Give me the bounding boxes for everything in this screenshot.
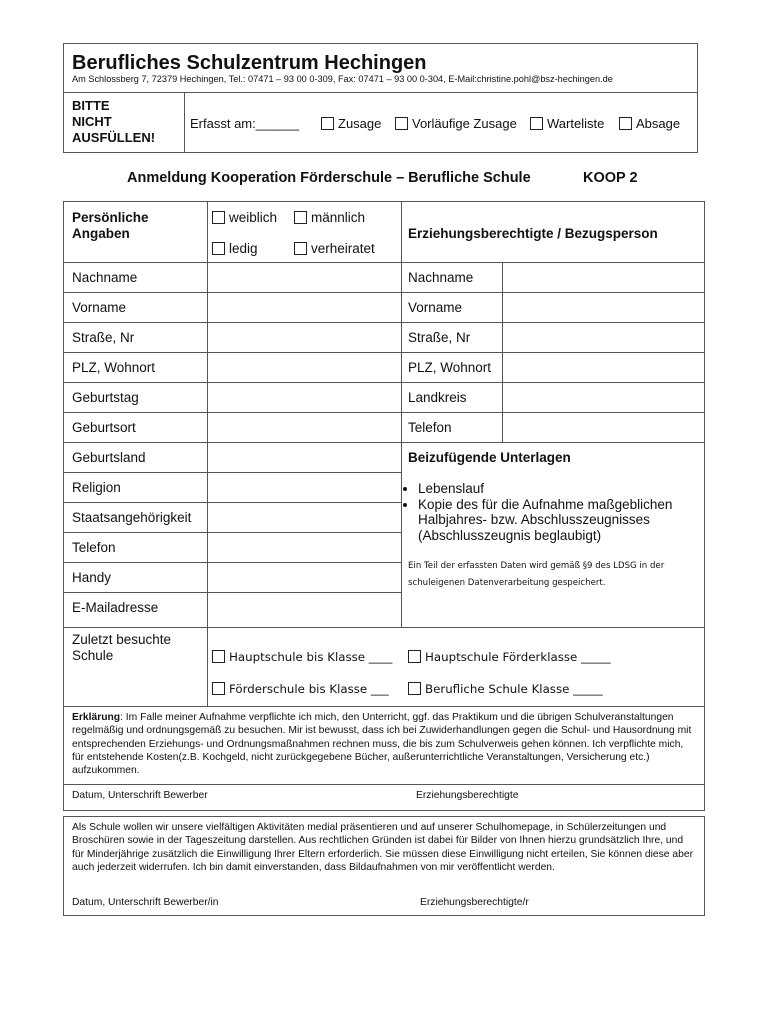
option-warteliste[interactable]: Warteliste <box>530 116 604 131</box>
field-geburtstag: Geburtstag <box>72 390 139 405</box>
guardian-input-plz-wohnort[interactable] <box>503 353 703 382</box>
media-consent-box <box>63 816 705 916</box>
checkbox[interactable] <box>408 682 421 695</box>
option-hauptschule-foerderklasse[interactable]: Hauptschule Förderklasse _____ <box>408 650 611 664</box>
guardian-input-strasse[interactable] <box>503 323 703 352</box>
option-berufliche-schule-klasse[interactable]: Berufliche Schule Klasse _____ <box>408 682 603 696</box>
form-code: KOOP 2 <box>583 170 638 186</box>
checkbox[interactable] <box>619 117 632 130</box>
checkbox[interactable] <box>395 117 408 130</box>
ldsg-note: Ein Teil der erfassten Daten wird gemäß §9 des LDSG in der schuleigenen Datenverarbeitung gespeichert. <box>408 561 665 588</box>
guardian-field-plz-wohnort: PLZ, Wohnort <box>408 360 492 375</box>
input-geburtsort[interactable] <box>208 413 401 442</box>
checkbox[interactable] <box>212 211 225 224</box>
checkbox[interactable] <box>530 117 543 130</box>
option-vorlaeufige-zusage[interactable]: Vorläufige Zusage <box>395 116 517 131</box>
do-not-fill-note: BITTE NICHT AUSFÜLLEN! <box>72 98 156 145</box>
last-school-label: Zuletzt besuchte Schule <box>72 632 172 663</box>
guardian-field-nachname: Nachname <box>408 270 474 285</box>
option-zusage[interactable]: Zusage <box>321 116 381 131</box>
input-geburtsland[interactable] <box>208 443 401 472</box>
option-hauptschule-klasse[interactable]: Hauptschule bis Klasse ____ <box>212 650 392 664</box>
checkbox[interactable] <box>294 211 307 224</box>
option-foerderschule-klasse[interactable]: Förderschule bis Klasse ___ <box>212 682 389 696</box>
guardian-input-landkreis[interactable] <box>503 383 703 412</box>
declaration-text: Erklärung: Im Falle meiner Aufnahme verpflichte ich mich, den Unterricht, ggf. das Praktikum und die übrigen Schulveranstaltungen regelmäßig und ordnungsgemäß zu besuchen. Mir ist bewusst, dass ich bei Zuwiderhandlungen gegen die Schul- und Hausordnung mit entsprechenden Erziehungs- und Ordnungsmaßnahmen rechnen muss, die bis zum Schulverweis gehen können. Ich verpflichte mich, für entstehende Kosten(z.B. Kochgeld, nicht zurückgegebene Bücher, außerunterrichtliche Veranstaltungen, Versicherung etc.) aufzukommen. <box>72 712 692 777</box>
input-staatsangehoerigkeit[interactable] <box>208 503 401 532</box>
field-nachname: Nachname <box>72 270 138 285</box>
field-geburtsort: Geburtsort <box>72 420 136 435</box>
gender-maennlich[interactable]: männlich <box>294 210 365 225</box>
option-absage[interactable]: Absage <box>619 116 680 131</box>
signature-guardian[interactable]: Erziehungsberechtigte <box>416 790 519 801</box>
field-geburtsland: Geburtsland <box>72 450 146 465</box>
erfasst-am-field[interactable]: Erfasst am:______ <box>190 116 300 131</box>
declaration-box <box>63 706 705 811</box>
input-strasse[interactable] <box>208 323 401 352</box>
media-consent-text: Als Schule wollen wir unsere vielfältigen Aktivitäten medial präsentieren und auf unserer Schulhomepage, in Schülerzeitungen und Broschüren sowie in der Tageszeitung darstellen. Aus rechtlichen Gründen ist dabei für Bilder von Ihnen hierzu grundsätzlich Ihre, und für Minderjährige zusätzlich die Einwilligung Ihrer Eltern erforderlich. Sie müssen diese Einwilligung nicht erteilen, Sie können diese aber auch jederzeit widerrufen. Ich bin damit einverstanden, dass Bildaufnahmen von mir veröffentlicht werden. <box>72 822 693 873</box>
signature-guardian-media[interactable]: Erziehungsberechtigte/r <box>420 897 529 908</box>
status-verheiratet[interactable]: verheiratet <box>294 241 375 256</box>
signature-applicant-media[interactable]: Datum, Unterschrift Bewerber/in <box>72 897 219 908</box>
personal-data-heading: Persönliche Angaben <box>72 210 149 241</box>
documents-list <box>394 481 699 543</box>
checkbox[interactable] <box>321 117 334 130</box>
gender-weiblich[interactable]: weiblich <box>212 210 277 225</box>
input-telefon[interactable] <box>208 533 401 562</box>
input-plz-wohnort[interactable] <box>208 353 401 382</box>
signature-applicant[interactable]: Datum, Unterschrift Bewerber <box>72 790 208 801</box>
status-ledig[interactable]: ledig <box>212 241 258 256</box>
field-email: E-Mailadresse <box>72 600 159 615</box>
input-handy[interactable] <box>208 563 401 592</box>
checkbox[interactable] <box>408 650 421 663</box>
school-name: Berufliches Schulzentrum Hechingen <box>72 52 427 74</box>
guardian-field-vorname: Vorname <box>408 300 463 315</box>
field-telefon: Telefon <box>72 540 116 555</box>
document-item: • Kopie des für die Aufnahme maßgeblichen Halbjahres- bzw. Abschlusszeugnisses (Abschlusszeugnis beglaubigt) <box>418 497 699 544</box>
input-religion[interactable] <box>208 473 401 502</box>
input-geburtstag[interactable] <box>208 383 401 412</box>
input-vorname[interactable] <box>208 293 401 322</box>
checkbox[interactable] <box>212 682 225 695</box>
guardian-field-landkreis: Landkreis <box>408 390 467 405</box>
letterhead <box>63 43 698 153</box>
field-vorname: Vorname <box>72 300 127 315</box>
guardian-input-telefon[interactable] <box>503 413 703 442</box>
guardian-heading: Erziehungsberechtigte / Bezugsperson <box>408 226 658 241</box>
input-email[interactable] <box>208 593 401 627</box>
checkbox[interactable] <box>212 650 225 663</box>
field-strasse: Straße, Nr <box>72 330 135 345</box>
form-title: Anmeldung Kooperation Förderschule – Berufliche Schule <box>127 170 531 186</box>
school-address: Am Schlossberg 7, 72379 Hechingen, Tel.: 07471 – 93 00 0-309, Fax: 07471 – 93 00 0-304, E-Mail:christine.pohl@bsz-hechingen.de <box>72 74 613 84</box>
field-handy: Handy <box>72 570 112 585</box>
field-plz-wohnort: PLZ, Wohnort <box>72 360 156 375</box>
documents-heading: Beizufügende Unterlagen <box>408 450 571 465</box>
input-nachname[interactable] <box>208 263 401 292</box>
checkbox[interactable] <box>294 242 307 255</box>
field-religion: Religion <box>72 480 121 495</box>
field-staatsangehoerigkeit: Staatsangehörigkeit <box>72 510 192 525</box>
guardian-field-strasse: Straße, Nr <box>408 330 471 345</box>
document-item: • Lebenslauf <box>418 481 699 497</box>
guardian-field-telefon: Telefon <box>408 420 452 435</box>
guardian-input-vorname[interactable] <box>503 293 703 322</box>
registration-table <box>63 201 705 707</box>
guardian-input-nachname[interactable] <box>503 263 703 292</box>
checkbox[interactable] <box>212 242 225 255</box>
